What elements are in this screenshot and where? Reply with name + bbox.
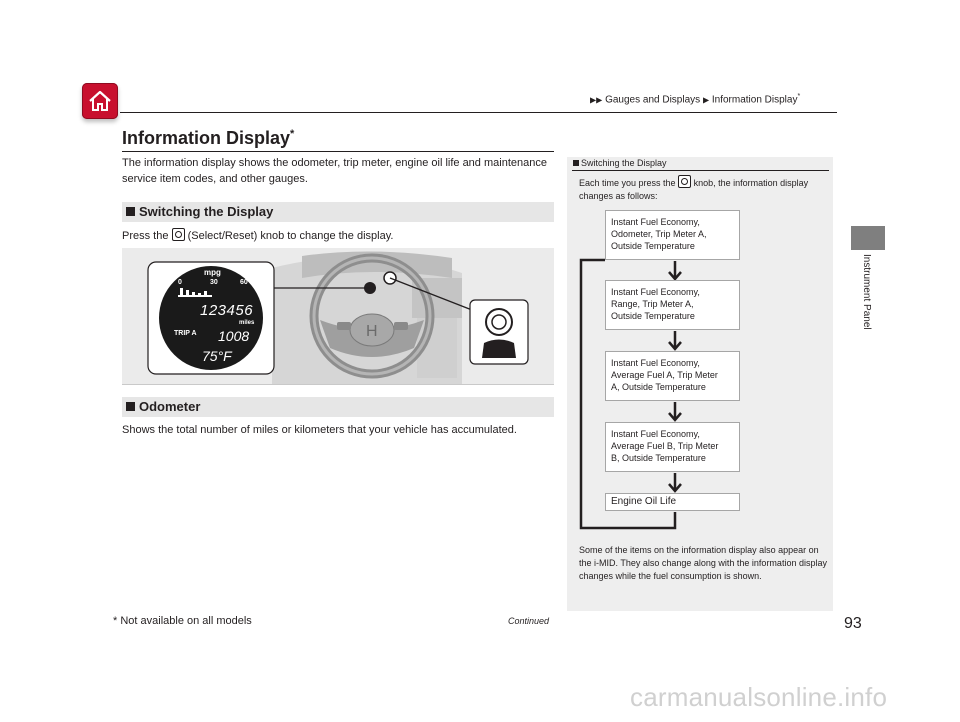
breadcrumb-current: Information Display: [711, 94, 798, 106]
flow-step-line: Outside Temperature: [611, 311, 695, 321]
note-rule: [572, 170, 829, 171]
page-title-text: Information Display: [122, 128, 291, 148]
trip-value: 1008: [218, 328, 250, 344]
page-number: 93: [844, 615, 862, 632]
flow-step-2: [605, 280, 740, 330]
title-rule: [122, 151, 554, 152]
flow-step-line: Instant Fuel Economy,: [611, 358, 700, 368]
temperature-value: 75°F: [202, 348, 232, 364]
continued-label: Continued: [508, 616, 550, 626]
miles-label: miles: [239, 320, 255, 326]
scale-0: 0: [178, 279, 182, 286]
section-heading-odometer: [122, 397, 554, 417]
chapter-tab-marker: [851, 226, 885, 250]
select-reset-knob-icon: [678, 175, 691, 188]
chapter-tab-label: [860, 254, 874, 334]
flow-step-line: Instant Fuel Economy,: [611, 429, 700, 439]
intro-text: The information display shows the odometer, trip meter, engine oil life and maintenance service item codes, and other gauges.: [122, 157, 547, 185]
section-heading-switching: [122, 202, 554, 222]
instruction-text-after: (Select/Reset) knob to change the display.: [187, 230, 394, 242]
home-button[interactable]: [82, 83, 118, 119]
flow-step-line: Engine Oil Life: [611, 496, 677, 507]
home-icon: [86, 87, 114, 115]
flow-step-line: Instant Fuel Economy,: [611, 287, 700, 297]
breadcrumb-gauges-link[interactable]: Gauges and Displays: [605, 94, 701, 106]
note-title-text: Switching the Display: [581, 158, 667, 168]
chapter-tab-text: Instrument Panel: [861, 254, 872, 330]
svg-text:H: H: [366, 323, 378, 340]
section-heading-text: Switching the Display: [139, 204, 274, 219]
mpg-label: mpg: [204, 268, 221, 277]
scale-60: 60: [240, 279, 248, 286]
flow-step-line: Instant Fuel Economy,: [611, 217, 700, 227]
note-intro-after: knob, the information display changes as follows:: [579, 178, 809, 201]
breadcrumb: [590, 93, 800, 105]
note-footer: Some of the items on the information display also appear on the i-MID. They also change along with the information display changes while the fuel consumption is shown.: [579, 545, 827, 581]
flow-step-line: Range, Trip Meter A,: [611, 299, 694, 309]
note-intro-before: Each time you press the: [579, 178, 676, 188]
header-rule: [120, 112, 837, 113]
trip-label: TRIP A: [174, 330, 197, 337]
breadcrumb-arrow-icon: ▶: [702, 95, 710, 105]
flow-step-line: Odometer, Trip Meter A,: [611, 229, 707, 239]
note-title: [573, 158, 667, 168]
flow-step-4: [605, 422, 740, 472]
dashboard-figure: [122, 248, 554, 385]
select-reset-knob-icon: [172, 228, 185, 241]
section-marker-icon: [126, 402, 135, 411]
note-intro: [579, 175, 829, 203]
asterisk: *: [797, 93, 801, 100]
scale-30: 30: [210, 279, 218, 286]
section-marker-icon: [126, 207, 135, 216]
breadcrumb-arrow-icon: ▶▶: [590, 95, 603, 105]
flow-step-line: Average Fuel B, Trip Meter: [611, 441, 719, 451]
flow-step-line: Outside Temperature: [611, 241, 695, 251]
title-asterisk: *: [290, 128, 295, 140]
flow-step-line: Average Fuel A, Trip Meter: [611, 370, 718, 380]
flow-step-line: A, Outside Temperature: [611, 382, 706, 392]
section-heading-text: Odometer: [139, 399, 201, 414]
switch-instruction: [122, 228, 552, 243]
flow-step-5: [605, 493, 740, 511]
display-overlay: [122, 248, 554, 384]
fuel-economy-bar: [178, 288, 218, 297]
instruction-text-before: Press the: [122, 230, 169, 242]
odometer-value: 123456: [200, 302, 254, 319]
odometer-text: Shows the total number of miles or kilometers that your vehicle has accumulated.: [122, 424, 517, 436]
note-marker-icon: [573, 160, 579, 166]
flow-step-line: B, Outside Temperature: [611, 453, 706, 463]
footnote: * Not available on all models: [113, 615, 252, 627]
watermark: carmanualsonline.info: [630, 682, 888, 712]
page-title: [122, 128, 294, 149]
flow-step-3: [605, 351, 740, 401]
flow-step-1: [605, 210, 740, 260]
